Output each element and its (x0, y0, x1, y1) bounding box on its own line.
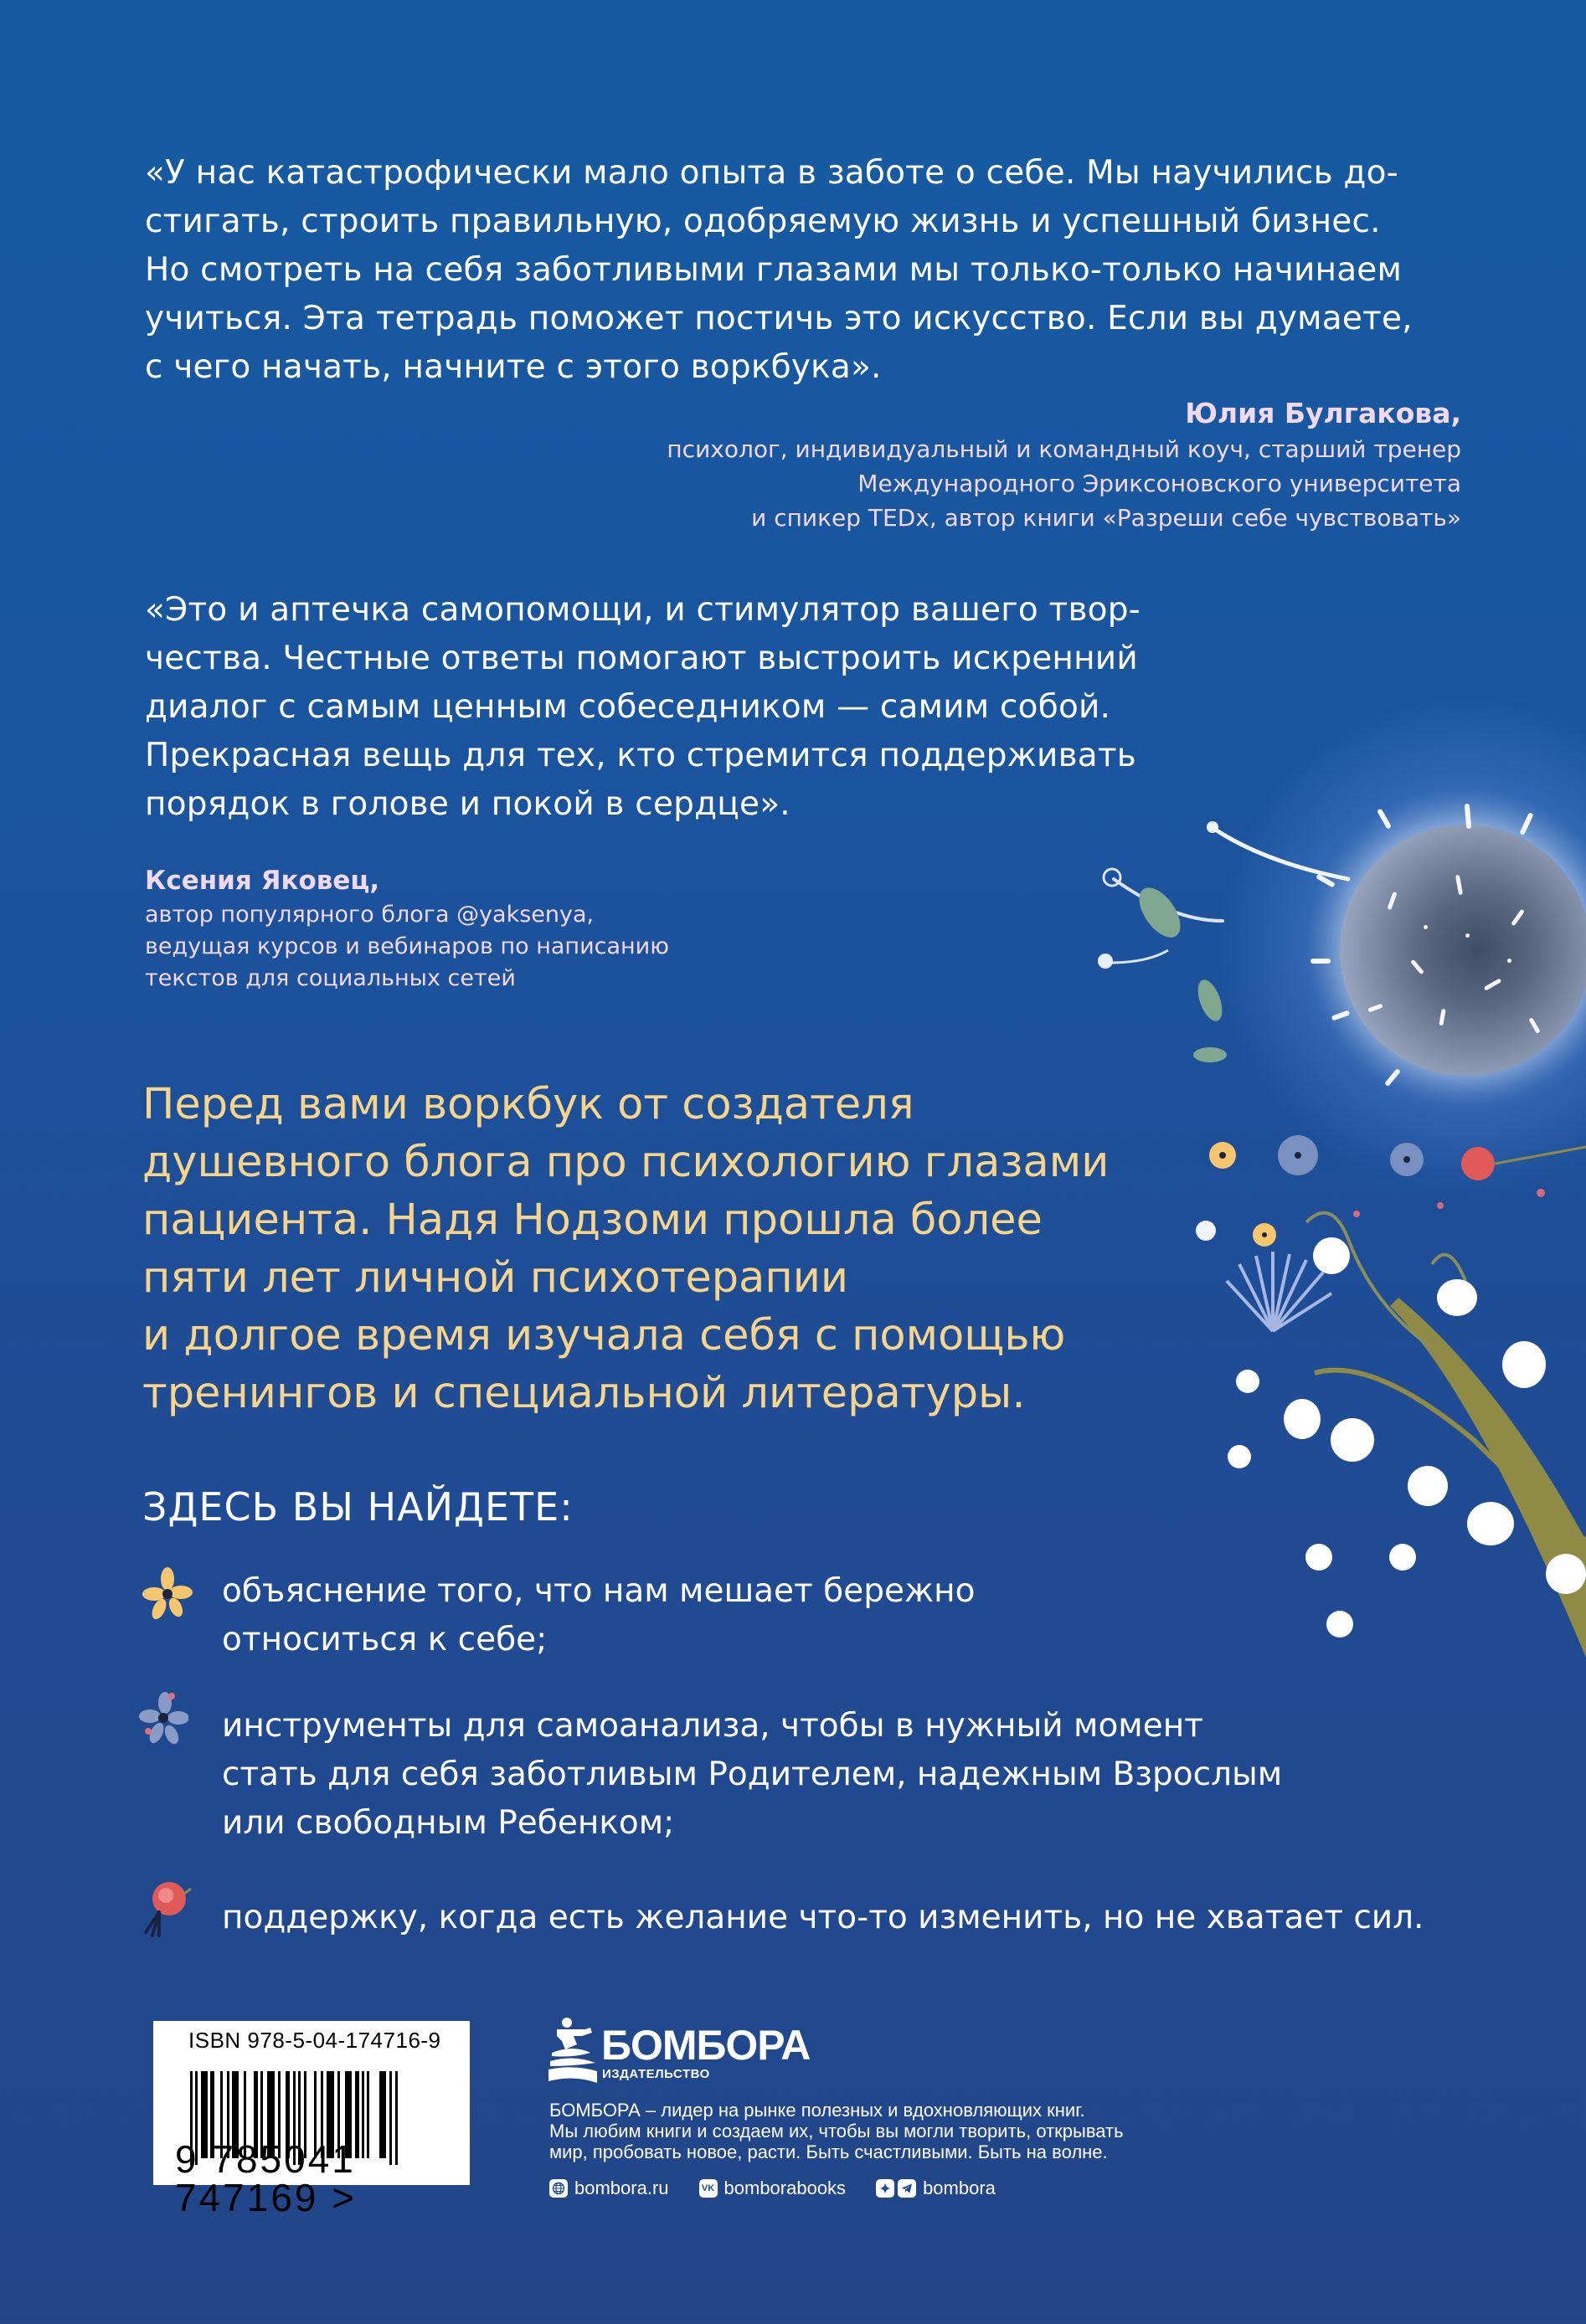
quote-2-line: порядок в голове и покой в сердце». (145, 785, 790, 823)
publisher-description (549, 2100, 1124, 2162)
social-label: bombora.ru (574, 2177, 669, 2198)
quote-1-line: Но смотреть на себя заботливыми глазами мы только-только начинаем (145, 251, 1403, 289)
barcode-digits: 9 785041 747169 > (175, 2137, 358, 2219)
bombora-logo-icon (548, 2016, 599, 2085)
intro-line: и долгое время изучала себя с помощью (142, 1311, 1066, 1360)
quote-2-author-detail: текстов для социальных сетей (145, 965, 516, 991)
globe-icon (549, 2179, 568, 2198)
publisher-description-line: мир, пробовать новое, расти. Быть счастливыми. Быть на волне. (549, 2141, 1108, 2162)
intro-line: пациента. Надя Нодзоми прошла более (142, 1195, 1043, 1245)
quote-1-line: с чего начать, начните с этого воркбука». (145, 348, 882, 386)
features-heading: ЗДЕСЬ ВЫ НАЙДЕТЕ: (142, 1484, 574, 1530)
yellow-flower-icon (142, 1564, 193, 1622)
feature-item (222, 1702, 1282, 1848)
feature-item-line: объяснение того, что нам мешает бережно (222, 1572, 976, 1610)
quote-2-author-detail: ведущая курсов и вебинаров по написанию (145, 933, 669, 959)
intro-line: Перед вами воркбук от создателя (142, 1080, 914, 1129)
quote-2-author: Ксения Яковец, (145, 866, 380, 896)
quote-1-author-detail: психолог, индивидуальный и командный коуч, старший тренер (667, 435, 1461, 463)
intro-line: душевного блога про психологию глазами (142, 1138, 1110, 1187)
intro-line: тренингов и специальной литературы. (142, 1369, 1026, 1418)
flying-seeds-illustration (1080, 812, 1415, 1097)
feature-item-line: инструменты для самоанализа, чтобы в нужный момент (222, 1707, 1203, 1745)
quote-2 (145, 586, 1183, 829)
red-berry-icon (134, 1877, 193, 1944)
lily-of-the-valley-illustration (1223, 1189, 1586, 1708)
publisher-description-line: Мы любим книги и создаем их, чтобы вы могли творить, открывать (549, 2121, 1124, 2141)
intro-line: пяти лет личной психотерапии (142, 1253, 849, 1303)
feature-item-line: относиться к себе; (222, 1621, 548, 1658)
feature-item (222, 1894, 1424, 1942)
quote-1-line: учиться. Эта тетрадь поможет постичь это искусство. Если вы думаете, (145, 300, 1413, 337)
quote-2-attribution (145, 862, 669, 995)
publisher-name: БОМБОРА (601, 2022, 811, 2069)
quote-2-line: Прекрасная вещь для тех, кто стремится поддерживать (145, 737, 1136, 774)
quote-1-author-detail: Международного Эриксоновского университета (857, 470, 1461, 497)
quote-1-author-detail: и спикер TEDx, автор книги «Разреши себе чувствовать» (751, 504, 1461, 532)
publisher-subtitle: ИЗДАТЕЛЬСТВО (602, 2067, 710, 2081)
isbn-label: ISBN 978-5-04-174716-9 (188, 2028, 441, 2053)
blue-flower-icon (138, 1689, 188, 1748)
social-link-vk[interactable] (699, 2177, 847, 2199)
feature-item-line: стать для себя заботливым Родителем, надежным Взрослым (222, 1756, 1283, 1793)
publisher-description-line: БОМБОРА – лидер на рынке полезных и вдохновляющих книг. (549, 2100, 1085, 2121)
quote-2-author-detail: автор популярного блога @yaksenya, (145, 902, 595, 928)
quote-1-attribution (667, 395, 1461, 535)
publisher-socials (549, 2177, 996, 2199)
intro-paragraph (142, 1076, 1109, 1422)
quote-2-line: диалог с самым ценным собеседником — самим собой. (145, 688, 1111, 726)
social-label: bombora (923, 2177, 996, 2198)
quote-1 (145, 149, 1462, 392)
dzen-icon (876, 2179, 894, 2198)
isbn-barcode (153, 2021, 470, 2219)
social-label: bomborabooks (723, 2177, 847, 2198)
vk-icon: VK (699, 2179, 718, 2198)
quote-1-line: стигать, строить правильную, одобряемую жизнь и успешный бизнес. (145, 203, 1381, 240)
telegram-icon (898, 2179, 916, 2198)
social-link-website[interactable] (549, 2177, 669, 2199)
quote-1-author: Юлия Булгакова, (1185, 397, 1461, 429)
feature-item (222, 1567, 975, 1664)
quote-2-line: чества. Честные ответы помогают выстроить искренний (145, 640, 1138, 677)
quote-2-line: «Это и аптечка самопомощи, и стимулятор вашего твор- (145, 591, 1141, 629)
feature-item-line: поддержку, когда есть желание что-то изменить, но не хватает сил. (222, 1899, 1424, 1936)
social-link-dzen-telegram[interactable] (876, 2177, 996, 2199)
quote-1-line: «У нас катастрофически мало опыта в заботе о себе. Мы научились до- (145, 154, 1398, 192)
feature-item-line: или свободным Ребенком; (222, 1804, 675, 1842)
